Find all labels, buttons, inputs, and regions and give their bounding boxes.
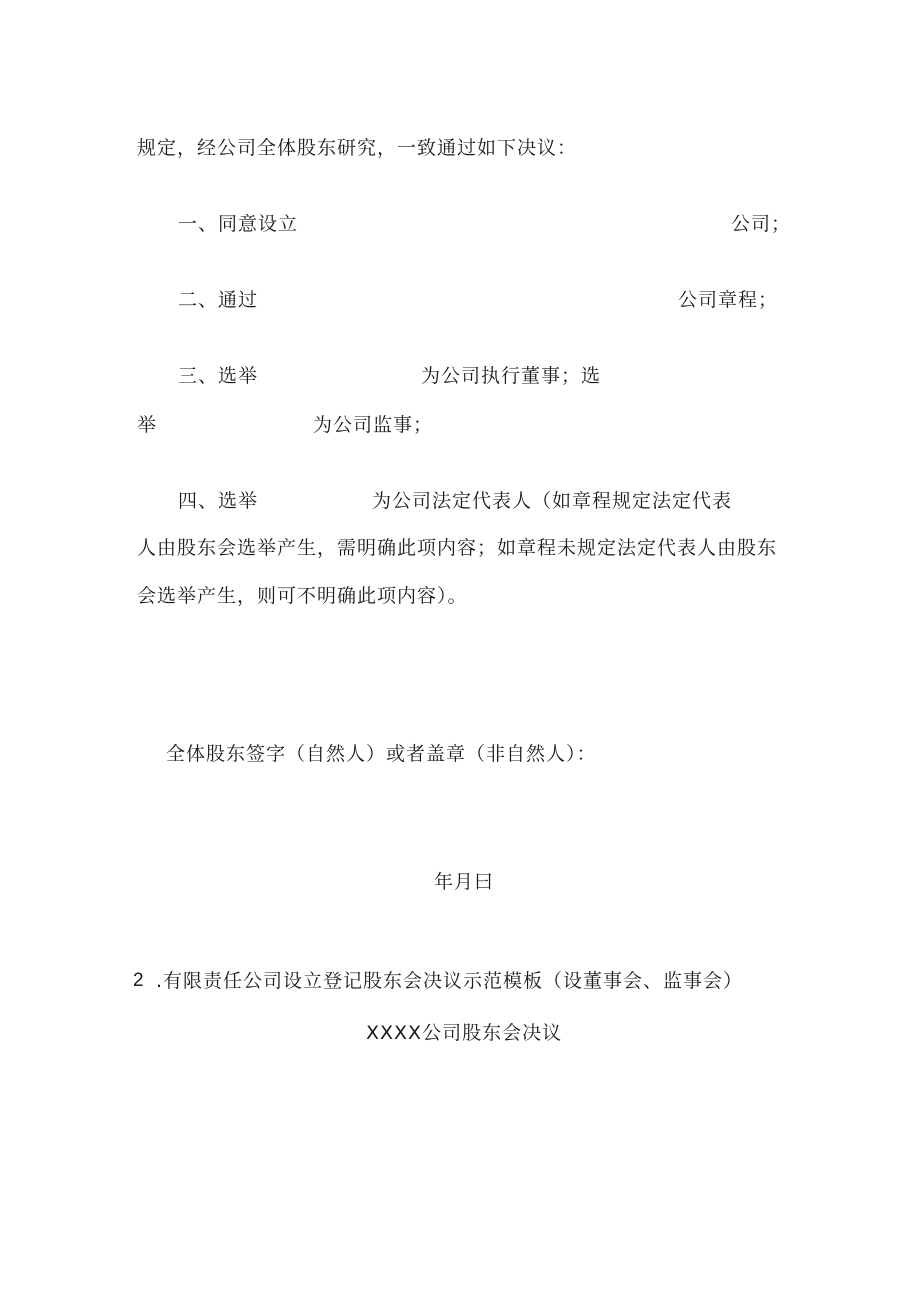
section2-title: .有限责任公司设立登记股东会决议示范模板（设董事会、监事会） [156, 970, 744, 992]
item1-suffix: 公司； [731, 213, 792, 235]
item4-middle: 为公司法定代表人（如章程规定法定代表 [372, 490, 733, 512]
item1-prefix: 一、同意设立 [178, 213, 299, 235]
section2-subtitle: XXXX公司股东会决议 [366, 1022, 563, 1044]
signature-line: 全体股东签字（自然人）或者盖章（非自然人）： [166, 743, 597, 765]
item2-prefix: 二、通过 [178, 289, 259, 311]
item2-suffix: 公司章程； [678, 289, 779, 311]
item3-middle: 为公司执行董事；选 [421, 365, 602, 387]
section2-number: 2 [133, 970, 145, 991]
item3-line2-prefix: 举 [137, 414, 158, 436]
item3-line2-suffix: 为公司监事； [313, 414, 434, 436]
item4-line2: 人由股东会选举产生，需明确此项内容；如章程未规定法定代表人由股东 [137, 537, 778, 559]
date-line: 年月曰 [434, 871, 495, 893]
item4-line3: 会选举产生，则可不明确此项内容）。 [137, 585, 468, 607]
intro-line: 规定，经公司全体股东研究，一致通过如下决议： [137, 137, 578, 159]
item3-prefix: 三、选举 [178, 365, 259, 387]
item4-prefix: 四、选举 [178, 490, 259, 512]
